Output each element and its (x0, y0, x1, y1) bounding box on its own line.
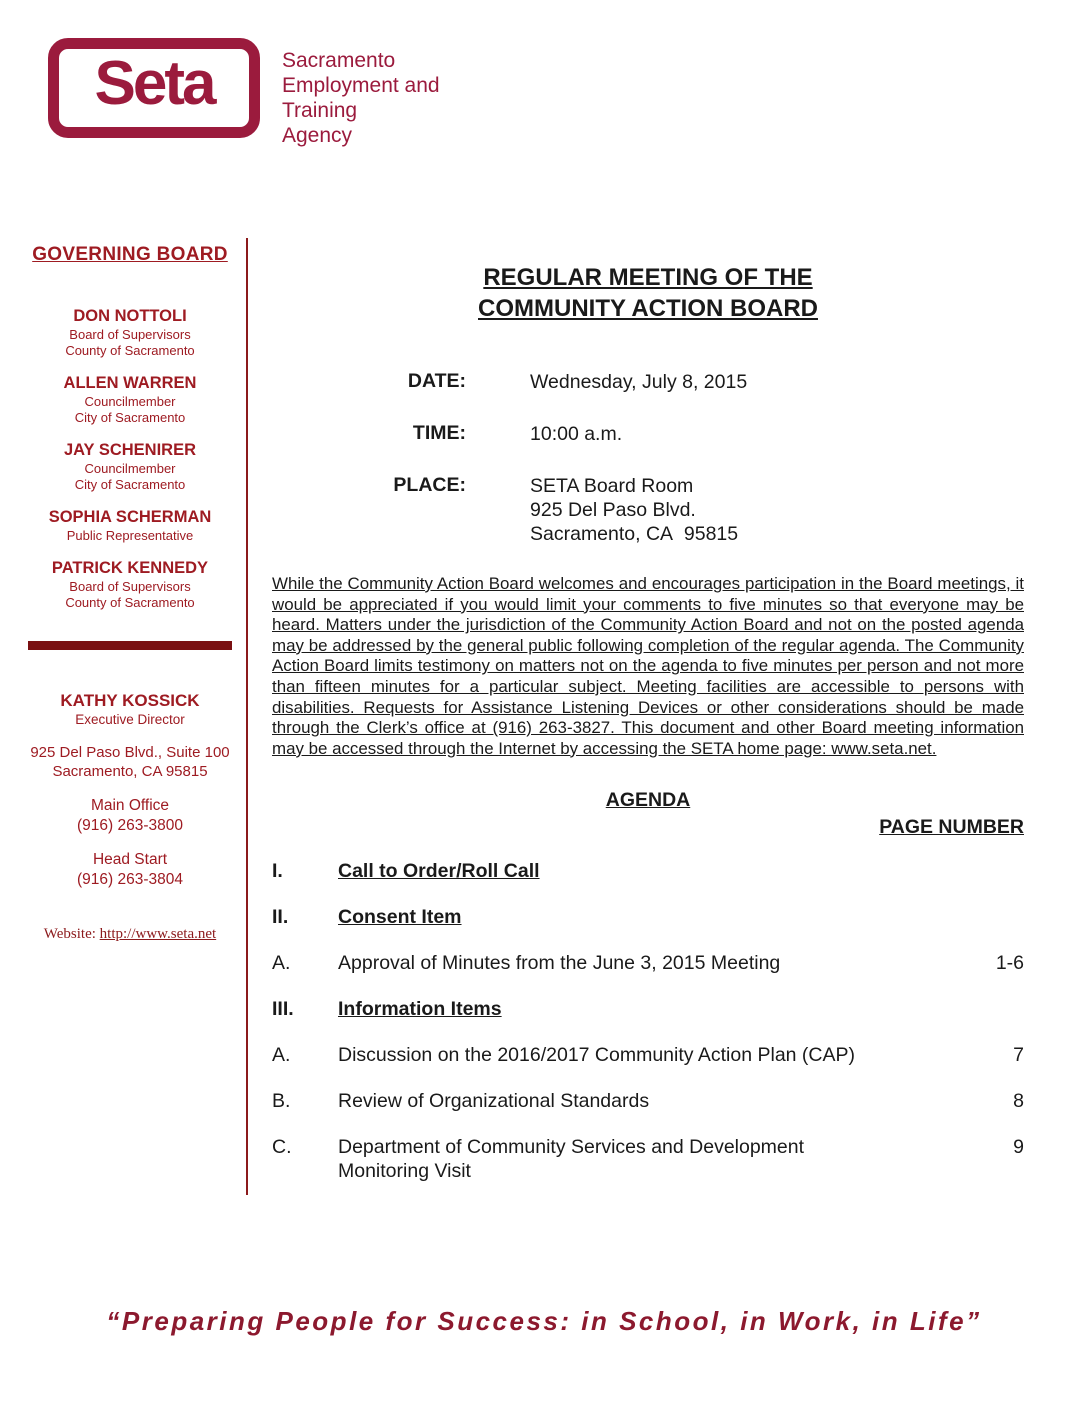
agenda-item-page: 7 (1013, 1044, 1024, 1067)
agenda-item-text: Call to Order/Roll Call (338, 860, 540, 883)
main-office-contact (26, 796, 234, 836)
place-line: 925 Del Paso Blvd. (530, 499, 696, 521)
agency-address (26, 743, 234, 781)
agenda-heading: AGENDA (605, 789, 691, 812)
motto-tagline: “Preparing People for Success: in School, in Work, in Life” (106, 1306, 982, 1336)
board-member (26, 440, 234, 493)
website-line (26, 926, 234, 943)
agenda-item-number: A. (272, 952, 291, 975)
executive-director-name: KATHY KOSSICK (60, 691, 200, 710)
agenda-item-organizational-standards (272, 1089, 1024, 1113)
address-line: 925 Del Paso Blvd., Suite 100 (30, 744, 230, 761)
board-member (26, 507, 234, 544)
member-role: County of Sacramento (65, 595, 195, 610)
meeting-info (272, 370, 1024, 546)
agenda-item-call-to-order (272, 859, 1024, 883)
public-participation-notice: While the Community Action Board welcomes and encourages participation in the Board meetings, it would be appreciated if you would limit your comments to five minutes so that everyone may be heard. Matters under the jurisdiction of the Community Action Board and not on the posted agenda may be addressed by the general public following completion of the regular agenda. The Community Action Board limits testimony on matters not on the agenda to five minutes per person and not more than fifteen minutes for a particular subject. Meeting facilities are accessible to persons with disabilities. Requests for Assistance Listening Devices or other considerations should be made through the Clerk’s office at (916) 263-3827. This document and other Board meeting information may be accessed through the Internet by accessing the SETA home page: www.seta.net. (272, 574, 1024, 758)
member-role: County of Sacramento (65, 343, 195, 358)
member-role: Board of Supervisors (69, 327, 191, 342)
agenda-item-number: B. (272, 1090, 291, 1113)
meeting-title-line: COMMUNITY ACTION BOARD (478, 295, 818, 322)
agenda-item-text: Review of Organizational Standards (338, 1090, 650, 1113)
address-line: Sacramento, CA 95815 (52, 763, 208, 780)
agency-name-line: Agency (282, 124, 353, 147)
agenda-item-number: A. (272, 1044, 291, 1067)
agenda-item-cap-discussion (272, 1043, 1024, 1067)
agenda-item-text: Discussion on the 2016/2017 Community Action Plan (CAP) (338, 1044, 856, 1067)
seta-logo (48, 38, 260, 138)
office-phone: (916) 263-3800 (77, 817, 183, 834)
governing-board-heading: GOVERNING BOARD (32, 244, 228, 265)
member-role: Councilmember (84, 394, 176, 409)
office-phone: (916) 263-3804 (77, 871, 183, 888)
page-number-heading: PAGE NUMBER (879, 816, 1024, 839)
place-line: SETA Board Room (530, 475, 694, 497)
head-start-contact (26, 850, 234, 890)
agency-name-line: Sacramento (282, 49, 396, 72)
agenda-item-number: I. (272, 860, 283, 883)
member-name: ALLEN WARREN (63, 374, 197, 392)
agenda-item-page (972, 859, 1024, 883)
agenda-item-page: 1-6 (995, 952, 1024, 975)
agenda-item-text: Information Items (338, 998, 502, 1021)
agency-name (282, 38, 440, 148)
seta-wordmark: Seta (94, 49, 214, 118)
member-role: Public Representative (66, 528, 194, 543)
agenda-item-text: Approval of Minutes from the June 3, 2015 Meeting (338, 952, 781, 975)
agenda-item-approval-of-minutes (272, 951, 1024, 975)
member-role: City of Sacramento (74, 477, 186, 492)
sidebar-divider-bar (28, 641, 232, 650)
agenda-item-number: III. (272, 998, 294, 1021)
website-label: Website: (43, 926, 96, 942)
sidebar-divider-line (246, 238, 248, 1195)
office-label: Head Start (92, 851, 168, 868)
member-name: DON NOTTOLI (73, 307, 187, 325)
place-line: Sacramento, CA 95815 (530, 523, 739, 545)
sidebar (26, 244, 234, 943)
meeting-date-row (272, 370, 1024, 394)
agenda-list (272, 859, 1024, 1183)
time-label: TIME: (412, 422, 466, 444)
agenda-item-number: C. (272, 1136, 292, 1159)
website-link[interactable]: http://www.seta.net (99, 926, 217, 942)
date-value: Wednesday, July 8, 2015 (530, 371, 748, 393)
member-name: PATRICK KENNEDY (51, 559, 209, 577)
agenda-item-number: II. (272, 906, 289, 929)
member-role: Councilmember (84, 461, 176, 476)
agenda-item-monitoring-visit (272, 1135, 1024, 1183)
agenda-item-text: Department of Community Services and Development Monitoring Visit (338, 1136, 805, 1183)
header-logo (48, 38, 440, 148)
main-content (272, 262, 1024, 1205)
agenda-item-page (972, 905, 1024, 929)
place-label: PLACE: (393, 474, 466, 496)
meeting-title (272, 262, 1024, 324)
member-role: City of Sacramento (74, 410, 186, 425)
meeting-time-row (272, 422, 1024, 446)
agenda-item-information-items (272, 997, 1024, 1021)
agenda-item-text: Consent Item (338, 906, 462, 929)
board-member (26, 373, 234, 426)
office-label: Main Office (90, 797, 170, 814)
agenda-item-page: 9 (1013, 1136, 1024, 1159)
agenda-item-page (972, 997, 1024, 1021)
date-label: DATE: (407, 370, 466, 392)
agency-name-line: Employment and (282, 74, 440, 97)
board-member (26, 306, 234, 359)
member-role: Board of Supervisors (69, 579, 191, 594)
agenda-item-page: 8 (1013, 1090, 1024, 1113)
executive-director-title: Executive Director (75, 712, 185, 727)
member-name: JAY SCHENIRER (63, 441, 197, 459)
agency-name-line: Training (282, 99, 358, 122)
member-name: SOPHIA SCHERMAN (48, 508, 212, 526)
time-value: 10:00 a.m. (530, 423, 623, 445)
meeting-title-line: REGULAR MEETING OF THE (483, 264, 813, 291)
board-member (26, 558, 234, 611)
meeting-place-row (272, 474, 1024, 546)
agenda-item-consent-item (272, 905, 1024, 929)
place-value (530, 474, 738, 546)
